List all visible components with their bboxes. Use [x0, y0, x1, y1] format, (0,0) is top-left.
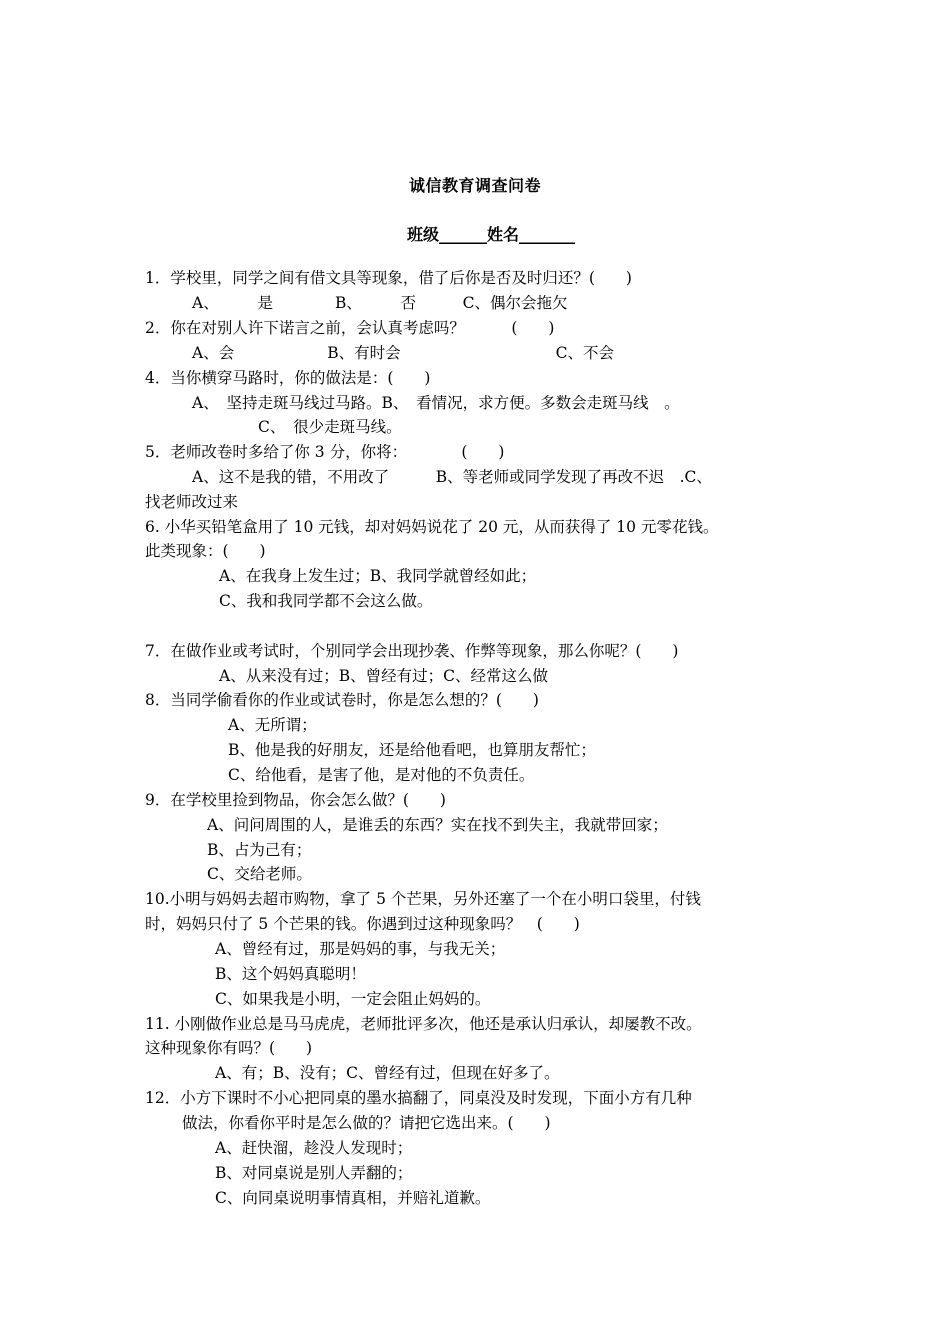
question-2-options: A、会 B、有时会 C、不会: [192, 344, 614, 362]
question-9-option-b: B、占为己有；: [207, 841, 312, 859]
question-7: 7．在做作业或考试时，个别同学会出现抄袭、作弊等现象，那么你呢？( ): [145, 642, 679, 660]
class-name-fields: 班级______姓名_______: [407, 225, 576, 244]
question-6-option-c: C、我和我同学都不会这么做。: [219, 592, 433, 610]
page-title: 诚信教育调查问卷: [408, 176, 541, 195]
question-12-option-c: C、向同桌说明事情真相，并赔礼道歉。: [215, 1189, 491, 1207]
question-6-options-ab: A、在我身上发生过；B、我同学就曾经如此；: [219, 567, 537, 585]
question-8-option-c: C、给他看，是害了他，是对他的不负责任。: [228, 766, 535, 784]
question-4: 4．当你横穿马路时，你的做法是：( ): [145, 369, 431, 387]
question-5-options-cont: 找老师改过来: [145, 493, 239, 511]
question-1-options: A、 是 B、 否 C、偶尔会拖欠: [192, 294, 568, 312]
question-2: 2．你在对别人许下诺言之前，会认真考虑吗？ ( ): [145, 319, 555, 337]
question-8: 8．当同学偷看你的作业或试卷时，你是怎么想的？( ): [145, 691, 539, 709]
question-10-option-a: A、曾经有过，那是妈妈的事，与我无关；: [215, 940, 506, 958]
question-7-options: A、从来没有过；B、曾经有过；C、经常这么做: [219, 667, 548, 685]
question-4-options-ab: A、 坚持走斑马线过马路。B、 看情况，求方便。多数会走斑马线 。: [192, 394, 680, 412]
question-12-cont: 做法，你看你平时是怎么做的？请把它选出来。( ): [182, 1114, 551, 1132]
question-5-options: A、这不是我的错，不用改了 B、等老师或同学发现了再改不迟 .C、: [192, 468, 712, 486]
question-6: 6. 小华买铅笔盒用了 10 元钱，却对妈妈说花了 20 元，从而获得了 10 元零花钱。: [145, 518, 719, 536]
question-11: 11. 小刚做作业总是马马虎虎，老师批评多次，他还是承认归承认，却屡教不改。: [145, 1015, 702, 1033]
question-8-option-a: A、无所谓；: [228, 716, 317, 734]
question-12-option-a: A、赶快溜，趁没人发现时；: [215, 1139, 413, 1157]
question-11-cont: 这种现象你有吗？( ): [145, 1039, 313, 1057]
question-4-option-c: C、 很少走斑马线。: [258, 418, 402, 436]
question-12: 12．小方下课时不小心把同桌的墨水搞翻了，同桌没及时发现，下面小方有几种: [145, 1089, 692, 1107]
question-12-option-b: B、对同桌说是别人弄翻的；: [215, 1164, 413, 1182]
question-8-option-b: B、他是我的好朋友，还是给他看吧，也算朋友帮忙；: [228, 741, 596, 759]
question-10-option-c: C、如果我是小明，一定会阻止妈妈的。: [215, 990, 491, 1008]
question-1: 1．学校里，同学之间有借文具等现象，借了后你是否及时归还？( ): [145, 269, 632, 287]
question-9-option-a: A、问问周围的人，是谁丢的东西？实在找不到失主，我就带回家；: [207, 816, 668, 834]
question-11-options: A、有；B、没有；C、曾经有过，但现在好多了。: [215, 1064, 560, 1082]
question-5: 5．老师改卷时多给了你 3 分，你将： ( ): [145, 443, 505, 461]
question-9-option-c: C、交给老师。: [207, 865, 312, 883]
question-9: 9．在学校里捡到物品，你会怎么做？( ): [145, 791, 446, 809]
question-10-cont: 时，妈妈只付了 5 个芒果的钱。你遇到过这种现象吗？ ( ): [145, 915, 580, 933]
question-10-option-b: B、这个妈妈真聪明！: [215, 965, 366, 983]
question-10: 10.小明与妈妈去超市购物，拿了 5 个芒果，另外还塞了一个在小明口袋里，付钱: [145, 890, 701, 908]
question-6-cont: 此类现象：( ): [145, 542, 266, 560]
